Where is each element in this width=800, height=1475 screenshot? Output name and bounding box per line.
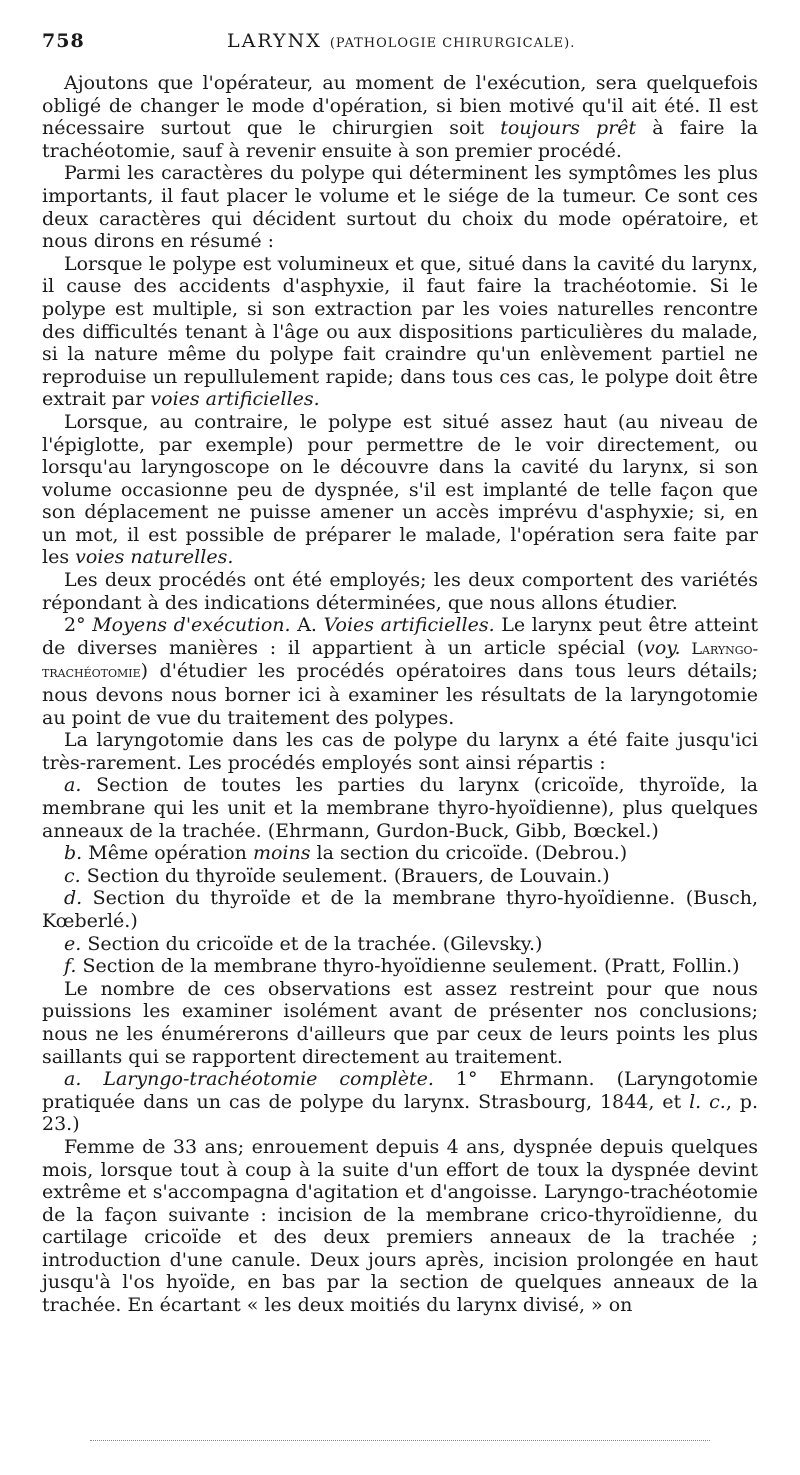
paragraph: Les deux procédés ont été employés; les deux comportent des variétés répondant à des indications déterminées, que nous allons étudier. bbox=[42, 569, 758, 614]
emphasis: toujours prêt bbox=[500, 117, 637, 140]
running-title-main: LARYNX bbox=[227, 30, 322, 52]
running-header bbox=[42, 30, 758, 60]
paragraph: La laryngotomie dans les cas de polype du larynx a été faite jusqu'ici très-rarement. Les procédés employés sont ainsi répartis : bbox=[42, 729, 758, 774]
list-item bbox=[42, 774, 758, 842]
paragraph-text: A. bbox=[290, 614, 324, 637]
paragraph-text: 1° Ehrmann. (Laryngotomie pratiquée dans un cas de polype du larynx. Strasbourg, 1844, et bbox=[42, 1068, 758, 1113]
case-heading: a. Laryngo-trachéotomie complète. bbox=[64, 1068, 434, 1091]
running-title-subtitle: (PATHOLOGIE CHIRURGICALE). bbox=[329, 36, 576, 51]
list-text: Même opération bbox=[82, 842, 253, 865]
paragraph-text: Lorsque, au contraire, le polype est situé assez haut (au niveau de l'épiglotte, par exemple) pour permettre de le voir directement, ou lorsqu'au laryngoscope on le découvre dans la cavité du larynx, si son volume occasionne peu de dyspnée, s'il est implanté de telle façon que son déplacement ne puisse amener un accès imprévu d'asphyxie; si, en un mot, il est possible de préparer le malade, l'opération sera faite par les bbox=[42, 410, 758, 569]
paragraph-text: , p. 23.) bbox=[42, 1090, 758, 1136]
list-key: b. bbox=[64, 842, 83, 865]
cross-reference: Laryngo-trachéotomie bbox=[42, 638, 758, 682]
emphasis: voy. bbox=[644, 636, 681, 659]
paragraph: Femme de 33 ans; enrouement depuis 4 ans, dyspnée depuis quelques mois, lorsque tout à coup à la suite d'un effort de toux la dyspnée devint extrême et s'accompagna d'agitation et d'angoisse. Laryngo-trachéotomie de la façon suivante : incision de la membrane crico-thyroïdienne, du cartilage cricoïde et des deux premiers anneaux de la trachée ; introduction d'une canule. Deux jours après, incision prolongée en haut jusqu'à l'os hyoïde, en bas par la section de quelques anneaux de la trachée. En écartant « les deux moitiés du larynx divisé, » on bbox=[42, 1135, 758, 1317]
paragraph bbox=[42, 253, 758, 411]
running-title bbox=[227, 30, 575, 52]
page-number: 758 bbox=[42, 30, 85, 52]
paragraph-text: Lorsque le polype est volumineux et que, situé dans la cavité du larynx, il cause des accidents d'asphyxie, il faut faire la trachéotomie. Si le polype est multiple, si son extraction par les voies naturelles rencontre des difficultés tenant à l'âge ou aux dispositions particulières du malade, si la nature même du polype fait craindre qu'un enlèvement partiel ne reproduise un repullulement rapide; dans tous ces cas, le polype doit être extrait par bbox=[42, 252, 758, 411]
list-text: Section du thyroïde et de la membrane thyro-hyoïdienne. (Busch, Kœberlé.) bbox=[42, 887, 758, 932]
section-number: 2° bbox=[64, 614, 93, 637]
list-key: c. bbox=[64, 864, 81, 887]
list-key: a. bbox=[64, 774, 82, 797]
list-text: Section du cricoïde et de la trachée. (Gilevsky.) bbox=[81, 932, 543, 955]
list-item bbox=[42, 955, 758, 978]
paragraph bbox=[42, 411, 758, 569]
list-item bbox=[42, 842, 758, 865]
list-text: la section du cricoïde. (Debrou.) bbox=[310, 842, 628, 865]
body-text bbox=[42, 72, 758, 1317]
emphasis: voies naturelles. bbox=[75, 546, 234, 569]
list-item bbox=[42, 933, 758, 956]
list-item bbox=[42, 865, 758, 888]
emphasis: moins bbox=[252, 842, 311, 865]
list-item bbox=[42, 887, 758, 932]
paragraph-text: Le larynx peut être atteint de diverses manières : il appartient à un article spécial ( bbox=[42, 614, 758, 659]
paragraph bbox=[42, 72, 758, 162]
paragraph-text: Ajoutons que l'opérateur, au moment de l'exécution, sera quelquefois obligé de changer le mode d'opération, si bien motivé qu'il ait été. Il est nécessaire surtout que le chirurgien soit bbox=[42, 72, 758, 140]
paragraph bbox=[42, 1068, 758, 1136]
section-heading: Moyens d'exécution. bbox=[92, 614, 291, 637]
footer-rule bbox=[90, 1440, 710, 1441]
emphasis: l. c. bbox=[689, 1090, 726, 1113]
paragraph-text: à faire la trachéotomie, sauf à revenir ensuite à son premier procédé. bbox=[42, 117, 758, 162]
paragraph bbox=[42, 614, 758, 729]
list-text: Section du thyroïde seulement. (Brauers, de Louvain.) bbox=[80, 864, 610, 887]
list-text: Section de toutes les parties du larynx (cricoïde, thyroïde, la membrane qui les unit et la membrane thyro-hyoïdienne), plus quelques anneaux de la trachée. (Ehrmann, Gurdon-Buck, Gibb, Bœckel.) bbox=[42, 774, 758, 842]
list-key: f. bbox=[64, 955, 77, 978]
list-key: d. bbox=[64, 887, 83, 910]
subsection-heading: Voies artificielles. bbox=[323, 614, 495, 637]
document-page bbox=[42, 30, 758, 1317]
paragraph: Le nombre de ces observations est assez restreint pour que nous puissions les examiner isolément avant de présenter nos conclusions; nous ne les énumérerons d'ailleurs que par ceux de leurs points les plus saillants qui se rapportent directement au traitement. bbox=[42, 977, 758, 1068]
list-key: e. bbox=[64, 932, 82, 955]
list-text: Section de la membrane thyro-hyoïdienne seulement. (Pratt, Follin.) bbox=[76, 955, 740, 978]
emphasis: voies artificielles. bbox=[150, 388, 320, 411]
paragraph: Parmi les caractères du polype qui déterminent les symptômes les plus importants, il faut placer le volume et le siége de la tumeur. Ce sont ces deux caractères qui décident surtout du choix du mode opératoire, et nous dirons en résumé : bbox=[42, 162, 758, 253]
paragraph-text: ) d'étudier les procédés opératoires dans tous leurs détails; nous devons nous borner ici à examiner les résultats de la laryngotomie au point de vue du traitement des polypes. bbox=[42, 660, 758, 729]
